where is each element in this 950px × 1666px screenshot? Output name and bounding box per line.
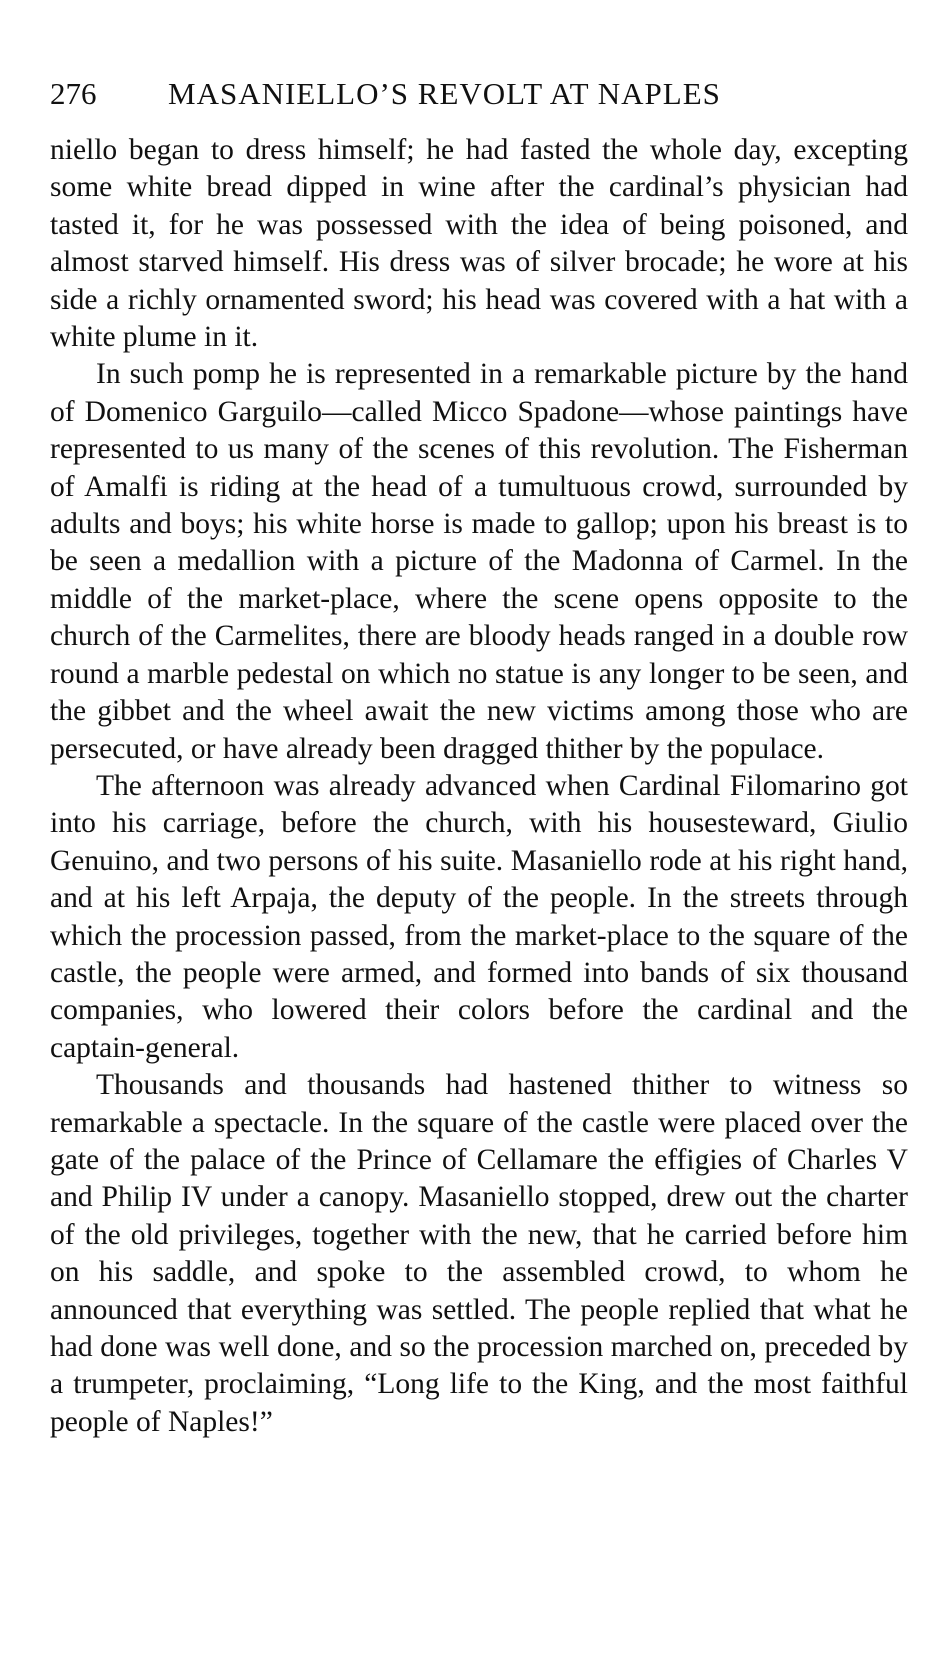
paragraph-2: In such pomp he is represented in a remarkable picture by the hand of Domenico Garguilo—called Micco Spadone—whose paintings have represented to us many of the scenes of this revolution. The Fisherman of Amalfi is riding at the head of a tumultuous crowd, surrounded by adults and boys; his white horse is made to gallop; upon his breast is to be seen a medallion with a picture of the Madonna of Carmel. In the middle of the market-place, where the scene opens opposite to the church of the Carmelites, there are bloody heads ranged in a double row round a marble pedestal on which no statue is any longer to be seen, and the gibbet and the wheel await the new victims among those who are persecuted, or have already been dragged thither by the populace.	[50, 358, 908, 765]
running-head	[50, 76, 908, 122]
body-text	[50, 132, 908, 1441]
paragraph-1: niello began to dress himself; he had fasted the whole day, excepting some white bread dipped in wine after the cardinal’s physician had tasted it, for he was possessed with the idea of being poisoned, and almost starved himself. His dress was of silver brocade; he wore at his side a richly ornamented sword; his head was covered with a hat with a white plume in it.	[50, 134, 908, 354]
book-page	[50, 76, 908, 1441]
paragraph-3: The afternoon was already advanced when Cardinal Filomarino got into his carriage, before the church, with his housesteward, Giulio Genuino, and two persons of his suite. Masaniello rode at his right hand, and at his left Arpaja, the deputy of the people. In the streets through which the procession passed, from the market-place to the square of the castle, the people were armed, and formed into bands of six thousand companies, who lowered their colors before the cardinal and the captain-general.	[50, 769, 908, 1064]
running-title: MASANIELLO’S REVOLT AT NAPLES	[168, 76, 721, 111]
page-number: 276	[50, 76, 97, 111]
paragraph-4: Thousands and thousands had hastened thither to witness so remarkable a spectacle. In the square of the castle were placed over the gate of the palace of the Prince of Cellamare the effigies of Charles V and Philip IV under a canopy. Masaniello stopped, drew out the charter of the old privileges, together with the new, that he carried before him on his saddle, and spoke to the assembled crowd, to whom he announced that everything was settled. The people replied that what he had done was well done, and so the procession marched on, preceded by a trumpeter, proclaiming, “Long life to the King, and the most faithful people of Naples!”	[50, 1069, 908, 1438]
